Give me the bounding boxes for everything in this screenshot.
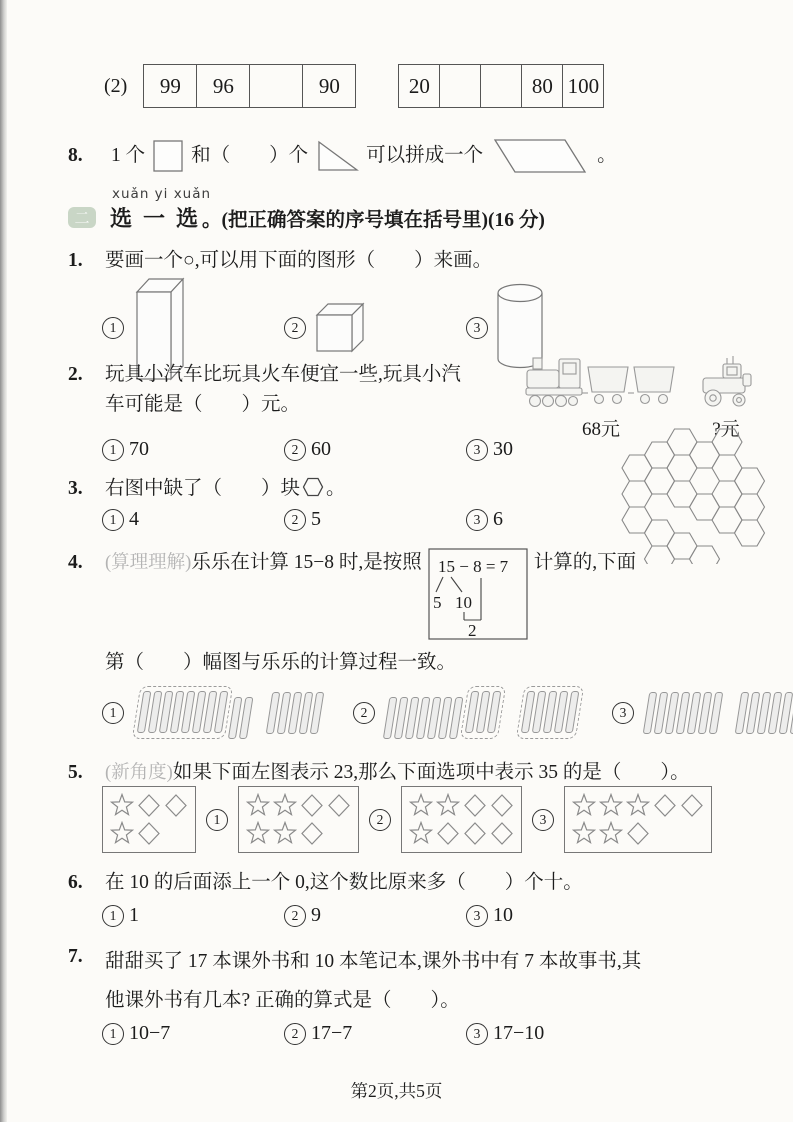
option-value: 17−7 [311,1022,353,1044]
hexagon-tile [645,468,675,494]
question-number: 4. [68,552,83,573]
hexagon-tile [712,429,742,455]
option-1 [102,508,284,531]
option-circle-label: 2 [284,439,306,461]
question-text: 在 10 的后面添上一个 0,这个数比原来多（ ）个十。 [105,872,583,893]
shape-row [110,793,188,818]
option-value: 1 [129,904,139,926]
question-tag: (新角度) [105,763,173,783]
question-number: 2. [68,364,83,385]
option-1-figure [238,786,359,853]
option-circle-label: 1 [102,905,124,927]
hexagon-tile [735,468,765,494]
question-text-line: 右图中缺了（ ）块 [105,478,301,499]
option-circle-label: 3 [466,439,488,461]
question-number: 3. [68,478,83,499]
shape-row [572,793,704,818]
option-circle-label: 3 [466,905,488,927]
question-text: 1 个 [111,145,146,166]
diamond-icon [164,793,188,818]
option-value: 30 [493,438,513,460]
option-circle-label: 3 [612,702,634,724]
question-text: 和（ ）个 [191,145,309,166]
dashed-outline [516,686,584,739]
option-value: 60 [311,438,331,460]
sequence-table-1 [143,64,356,108]
question-2 [68,360,543,420]
option-circle-label: 1 [102,439,124,461]
option-circle-label: 2 [284,1023,306,1045]
page-footer: 第2页,共5页 [350,1081,443,1101]
option-circle-label: 1 [102,509,124,531]
parallelogram-icon [489,136,591,176]
question-3-options [68,508,749,531]
option-value: 6 [493,508,503,530]
option-circle-label: 2 [284,509,306,531]
box-two: 2 [467,621,477,640]
stick-group [132,686,255,739]
option-value: 17−10 [493,1022,545,1044]
option-circle-label: 2 [284,905,306,927]
train-price-label: 68元 [581,419,620,440]
option-circle-label: 3 [466,317,488,339]
reference-figure [102,786,196,853]
option-1 [102,686,327,739]
star-icon [599,793,623,818]
sequence-cell [481,65,522,108]
question-number: 6. [68,872,83,893]
option-2-figure [401,786,522,853]
hexagon-tiling-figure [621,428,769,564]
sequence-cell: 80 [522,65,563,108]
shape-row [572,821,704,846]
question-text: 要画一个○,可以用下面的图形（ ）来画。 [105,250,493,271]
scan-edge [0,0,7,1122]
question-tag: (算理理解) [105,553,192,573]
question-text [105,360,461,420]
cube-icon [311,297,367,360]
hexagon-tile [667,429,697,455]
question-text [105,474,346,504]
star-icon [626,793,650,818]
option-3 [612,692,793,734]
option-value: 9 [311,904,321,926]
option-2 [353,686,586,739]
sequence-cell: 100 [563,65,604,108]
option-3 [466,1022,648,1045]
option-value: 5 [311,508,321,530]
toy-images [523,350,755,412]
diamond-icon [300,793,324,818]
question-text: 乐乐在计算 15−8 时,是按照 [191,552,422,573]
stick-group [266,692,325,734]
option-circle-label: 3 [466,1023,488,1045]
section-pinyin: xuǎn yi xuǎn [112,186,212,202]
shape-row [246,793,351,818]
question-3 [68,474,573,504]
option-3-figure [564,786,712,853]
sequence-cell [440,65,481,108]
star-icon [110,821,134,846]
star-icon [246,793,270,818]
shape-row [110,821,188,846]
question-4-text-2: 第（ ）幅图与乐乐的计算过程一致。 [105,652,457,673]
diamond-icon [653,793,677,818]
triangle-icon [314,139,360,173]
option-circle-label: 2 [369,809,391,831]
shape-row [246,821,351,846]
dashed-outline [132,686,233,739]
diamond-icon [490,821,514,846]
hexagon-tile [690,442,720,468]
toy-train-icon [523,350,679,412]
diamond-icon [436,821,460,846]
stick-group [516,686,584,739]
decomposition-box [428,548,528,640]
section-title: 选一选 [110,206,210,231]
diamond-icon [300,821,324,846]
option-1 [102,1022,284,1045]
section-header [68,202,749,233]
sequence-cell [250,65,303,108]
diamond-icon [680,793,704,818]
option-value: 10−7 [129,1022,171,1044]
star-icon [273,793,297,818]
hexagon-icon [302,476,324,498]
star-icon [572,821,596,846]
option-value: 10 [493,904,513,926]
number-sequence-section [68,64,749,108]
option-circle-label: 2 [284,317,306,339]
option-2 [284,438,466,461]
question-number: 5. [68,762,83,783]
star-icon [599,821,623,846]
option-circle-label: 1 [102,317,124,339]
diamond-icon [463,821,487,846]
diamond-icon [137,821,161,846]
option-value: 4 [129,508,139,530]
toy-car-icon [697,354,755,412]
star-icon [110,793,134,818]
question-text: 计算的,下面 [533,552,637,573]
hexagon-tile [667,481,697,507]
option-circle-label: 2 [353,702,375,724]
hexagon-tile [712,455,742,481]
question-text: 。 [597,145,617,166]
option-circle-label: 3 [532,809,554,831]
question-number: 7. [68,946,83,967]
question-text-line: 甜甜买了 17 本课外书和 10 本笔记本,课外书中有 7 本故事书,其 [105,951,642,972]
hexagon-tile [645,442,675,468]
question-text-line: 车可能是（ ）元。 [105,394,301,415]
diamond-icon [327,793,351,818]
question-text-line: 。 [326,478,346,499]
section-subtitle: 。(把正确答案的序号填在括号里)(16 分) [202,209,545,231]
option-1 [102,438,284,461]
question-6-options [68,904,749,927]
star-icon [436,793,460,818]
question-text-line: 他课外书有几本? 正确的算式是（ ）。 [105,990,460,1011]
star-icon [246,821,270,846]
question-number: 1. [68,250,83,271]
sequence-cell: 90 [303,65,356,108]
car-price-label: ?元 [712,419,740,440]
question-6 [68,868,749,898]
option-circle-label: 1 [102,1023,124,1045]
sequence-table-2 [398,64,604,108]
option-value: 70 [129,438,149,460]
question-text-line: 玩具小汽车比玩具火车便宜一些,玩具小汽 [105,364,461,385]
question-text: 如果下面左图表示 23,那么下面选项中表示 35 的是（ ）。 [172,762,690,783]
option-2 [284,904,466,927]
stick-group [735,692,793,734]
option-circle-label: 1 [206,809,228,831]
hexagon-tile [712,481,742,507]
diamond-icon [490,793,514,818]
question-4 [68,548,749,640]
hexagon-tile [622,455,652,481]
box-ten: 10 [454,593,472,612]
shape-row [409,793,514,818]
hexagon-tile [622,481,652,507]
star-icon [409,793,433,818]
option-2 [284,1022,466,1045]
star-icon [409,821,433,846]
option-circle-label: 1 [102,702,124,724]
question-4-options [68,686,749,739]
stick-group [643,692,724,734]
question-text [105,942,641,1020]
section-number-badge: 二 [68,207,96,228]
question-7 [68,942,749,1020]
sequence-cell: 20 [399,65,440,108]
shape-row [409,821,514,846]
question-7-options [68,1022,749,1045]
question-5 [68,758,749,788]
option-2 [284,508,466,531]
option-3 [466,508,648,531]
sequence-cell: 99 [144,65,197,108]
box-five: 5 [432,593,442,612]
diamond-icon [463,793,487,818]
diamond-icon [626,821,650,846]
star-icon [273,821,297,846]
box-equation: 15 − 8 = 7 [437,557,508,576]
question-number: 8. [68,145,83,166]
option-circle-label: 3 [466,509,488,531]
question-text: 可以拼成一个 [366,145,484,166]
option-1 [102,904,284,927]
option-3 [466,904,648,927]
star-icon [572,793,596,818]
question-8 [68,136,749,176]
sequence-cell: 96 [197,65,250,108]
sequence-label: (2) [104,74,128,97]
square-icon [151,138,185,174]
question-5-options [68,786,749,853]
stick-group [383,686,506,739]
diamond-icon [137,793,161,818]
hexagon-tile [667,455,697,481]
dashed-outline [460,686,506,739]
